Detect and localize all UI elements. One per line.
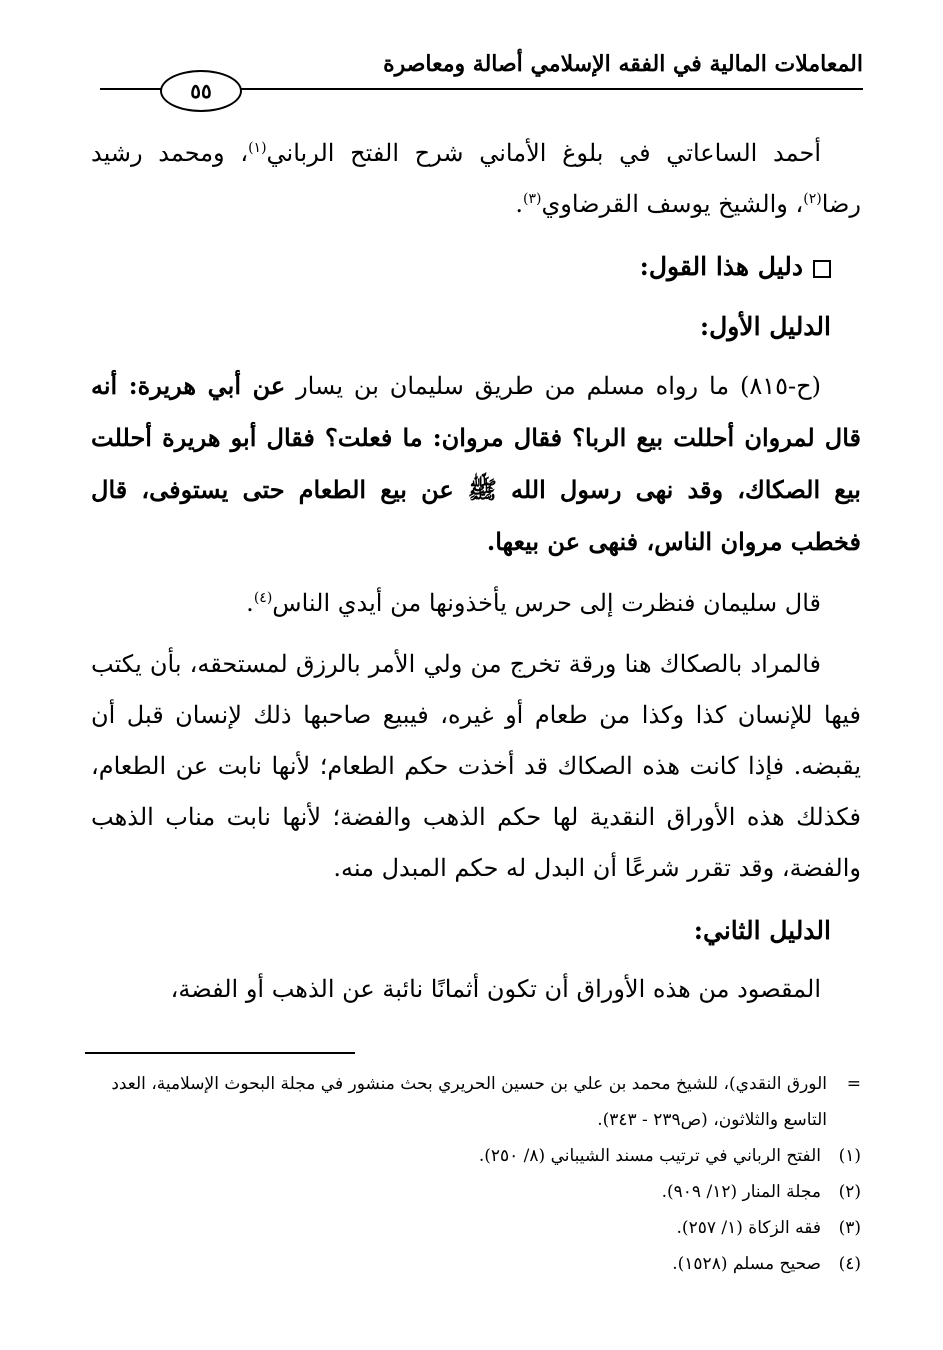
- footnote-continuation: [86, 1066, 861, 1138]
- running-title: المعاملات المالية في الفقه الإسلامي أصالة ومعاصرة: [383, 51, 863, 77]
- footnote-text: الفتح الرباني في ترتيب مسند الشيباني (٨/ ٢٥٠).: [478, 1146, 821, 1166]
- footnote-number: (٣): [838, 1218, 861, 1238]
- subheading-first-evidence: الدليل الأول:: [699, 312, 831, 341]
- footnote-continuation-text: الورق النقدي)، للشيخ محمد بن علي بن حسين الحريري بحث منشور في مجلة البحوث الإسلامية، العدد التاسع والثلاثون، (ص٢٣٩ - ٣٤٣).: [111, 1074, 827, 1130]
- hadith-intro: (ح-٨١٥) ما رواه مسلم من طريق سليمان بن يسار: [296, 372, 821, 400]
- footnote-item: [86, 1174, 861, 1210]
- footnote-number: (١): [838, 1146, 861, 1166]
- footnote-separator: [85, 1052, 355, 1054]
- section-heading-text: دليل هذا القول:: [639, 252, 803, 281]
- subheading-second-evidence: الدليل الثاني:: [693, 916, 831, 945]
- footnote-text: فقه الزكاة (١/ ٢٥٧).: [676, 1218, 821, 1238]
- footnote-item: [86, 1138, 861, 1174]
- footnote-ref-3: (٣): [522, 191, 542, 207]
- paragraph-guards: [91, 578, 861, 629]
- continuation-mark: =: [846, 1074, 861, 1094]
- footnote-item: [86, 1246, 861, 1282]
- footnote-text: مجلة المنار (١٢/ ٩٠٩).: [661, 1182, 821, 1202]
- hadith-text: عن أبي هريرة: أنه قال لمروان أحللت بيع الربا؟ فقال مروان: ما فعلت؟ فقال أبو هريرة أحللت بيع الصكاك، وقد نهى رسول الله ﷺ عن بيع الطعام حتى يستوفى، قال فخطب مروان الناس، فنهى عن بيعها.: [91, 371, 861, 556]
- paragraph-text: .: [515, 190, 523, 218]
- square-bullet-icon: [813, 260, 831, 278]
- main-text: [91, 128, 861, 1025]
- paragraph-text: أحمد الساعاتي في بلوغ الأماني شرح الفتح الرباني: [266, 139, 821, 167]
- paragraph-text: .: [246, 589, 254, 617]
- footnotes: [86, 1066, 861, 1282]
- footnote-ref-4: (٤): [253, 590, 273, 606]
- footnote-ref-1: (١): [248, 140, 267, 156]
- paragraph-text: قال سليمان فنظرت إلى حرس يأخذونها من أيدي الناس: [272, 589, 821, 617]
- paragraph-intro: [91, 128, 861, 230]
- paragraph-text: ، والشيخ يوسف القرضاوي: [541, 190, 804, 218]
- section-heading: [91, 240, 861, 294]
- paragraph-text: ، ومحمد رشيد رضا: [91, 139, 861, 218]
- footnote-number: (٢): [838, 1182, 861, 1202]
- footnote-text: صحيح مسلم (١٥٢٨).: [672, 1254, 821, 1274]
- footnote-item: [86, 1210, 861, 1246]
- paragraph-explanation: فالمراد بالصكاك هنا ورقة تخرج من ولي الأمر بالرزق لمستحقه، بأن يكتب فيها للإنسان كذا وكذا من طعام أو غيره، فيبيع صاحبها ذلك لإنسان قبل أن يقبضه. فإذا كانت هذه الصكاك قد أخذت حكم الطعام؛ لأنها نابت عن الطعام، فكذلك هذه الأوراق النقدية لها حكم الذهب والفضة؛ لأنها نابت مناب الذهب والفضة، وقد تقرر شرعًا أن البدل له حكم المبدل منه.: [91, 650, 862, 882]
- page-number: ٥٥: [160, 70, 242, 112]
- paragraph-second-evidence: المقصود من هذه الأوراق أن تكون أثمانًا نائبة عن الذهب أو الفضة،: [170, 975, 821, 1003]
- footnote-ref-2: (٢): [803, 191, 822, 207]
- hadith-paragraph: [91, 360, 861, 568]
- footnote-number: (٤): [838, 1254, 861, 1274]
